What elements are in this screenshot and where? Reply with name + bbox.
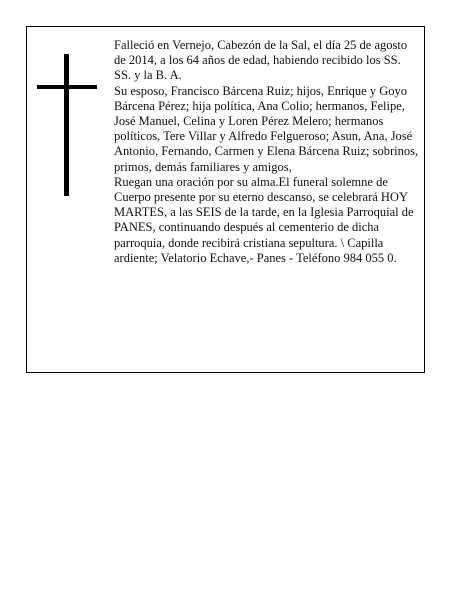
cross-vertical-bar — [64, 54, 69, 196]
cross-icon — [37, 54, 97, 196]
cross-horizontal-bar — [37, 85, 97, 89]
funeral-details-paragraph: Ruegan una oración por su alma.El funeral solemne de Cuerpo presente por su eterno descanso, se celebrará HOY MARTES, a las SEIS de la tarde, en la Iglesia Parroquial de PANES, continuando después al cementerio de dicha parroquia, donde recibirá cristiana sepultura. \ Capilla ardiente; Velatorio Echave,- Panes - Teléfono 984 055 0. — [114, 174, 414, 265]
death-announcement-paragraph: Falleció en Vernejo, Cabezón de la Sal, el día 25 de agosto de 2014, a los 64 años de edad, habiendo recibido los SS. SS. y la B. A. — [114, 38, 408, 83]
obituary-text — [114, 38, 420, 266]
family-list-paragraph: Su esposo, Francisco Bárcena Ruiz; hijos, Enrique y Goyo Bárcena Pérez; hija política, Ana Colio; hermanos, Felipe, José Manuel, Celina y Loren Pérez Melero; hermanos políticos, Tere Villar y Alfredo Felgueroso; Asun, Ana, José Antonio, Fernando, Carmen y Elena Bárcena Ruiz; sobrinos, primos, demás familiares y amigos, — [114, 83, 419, 174]
